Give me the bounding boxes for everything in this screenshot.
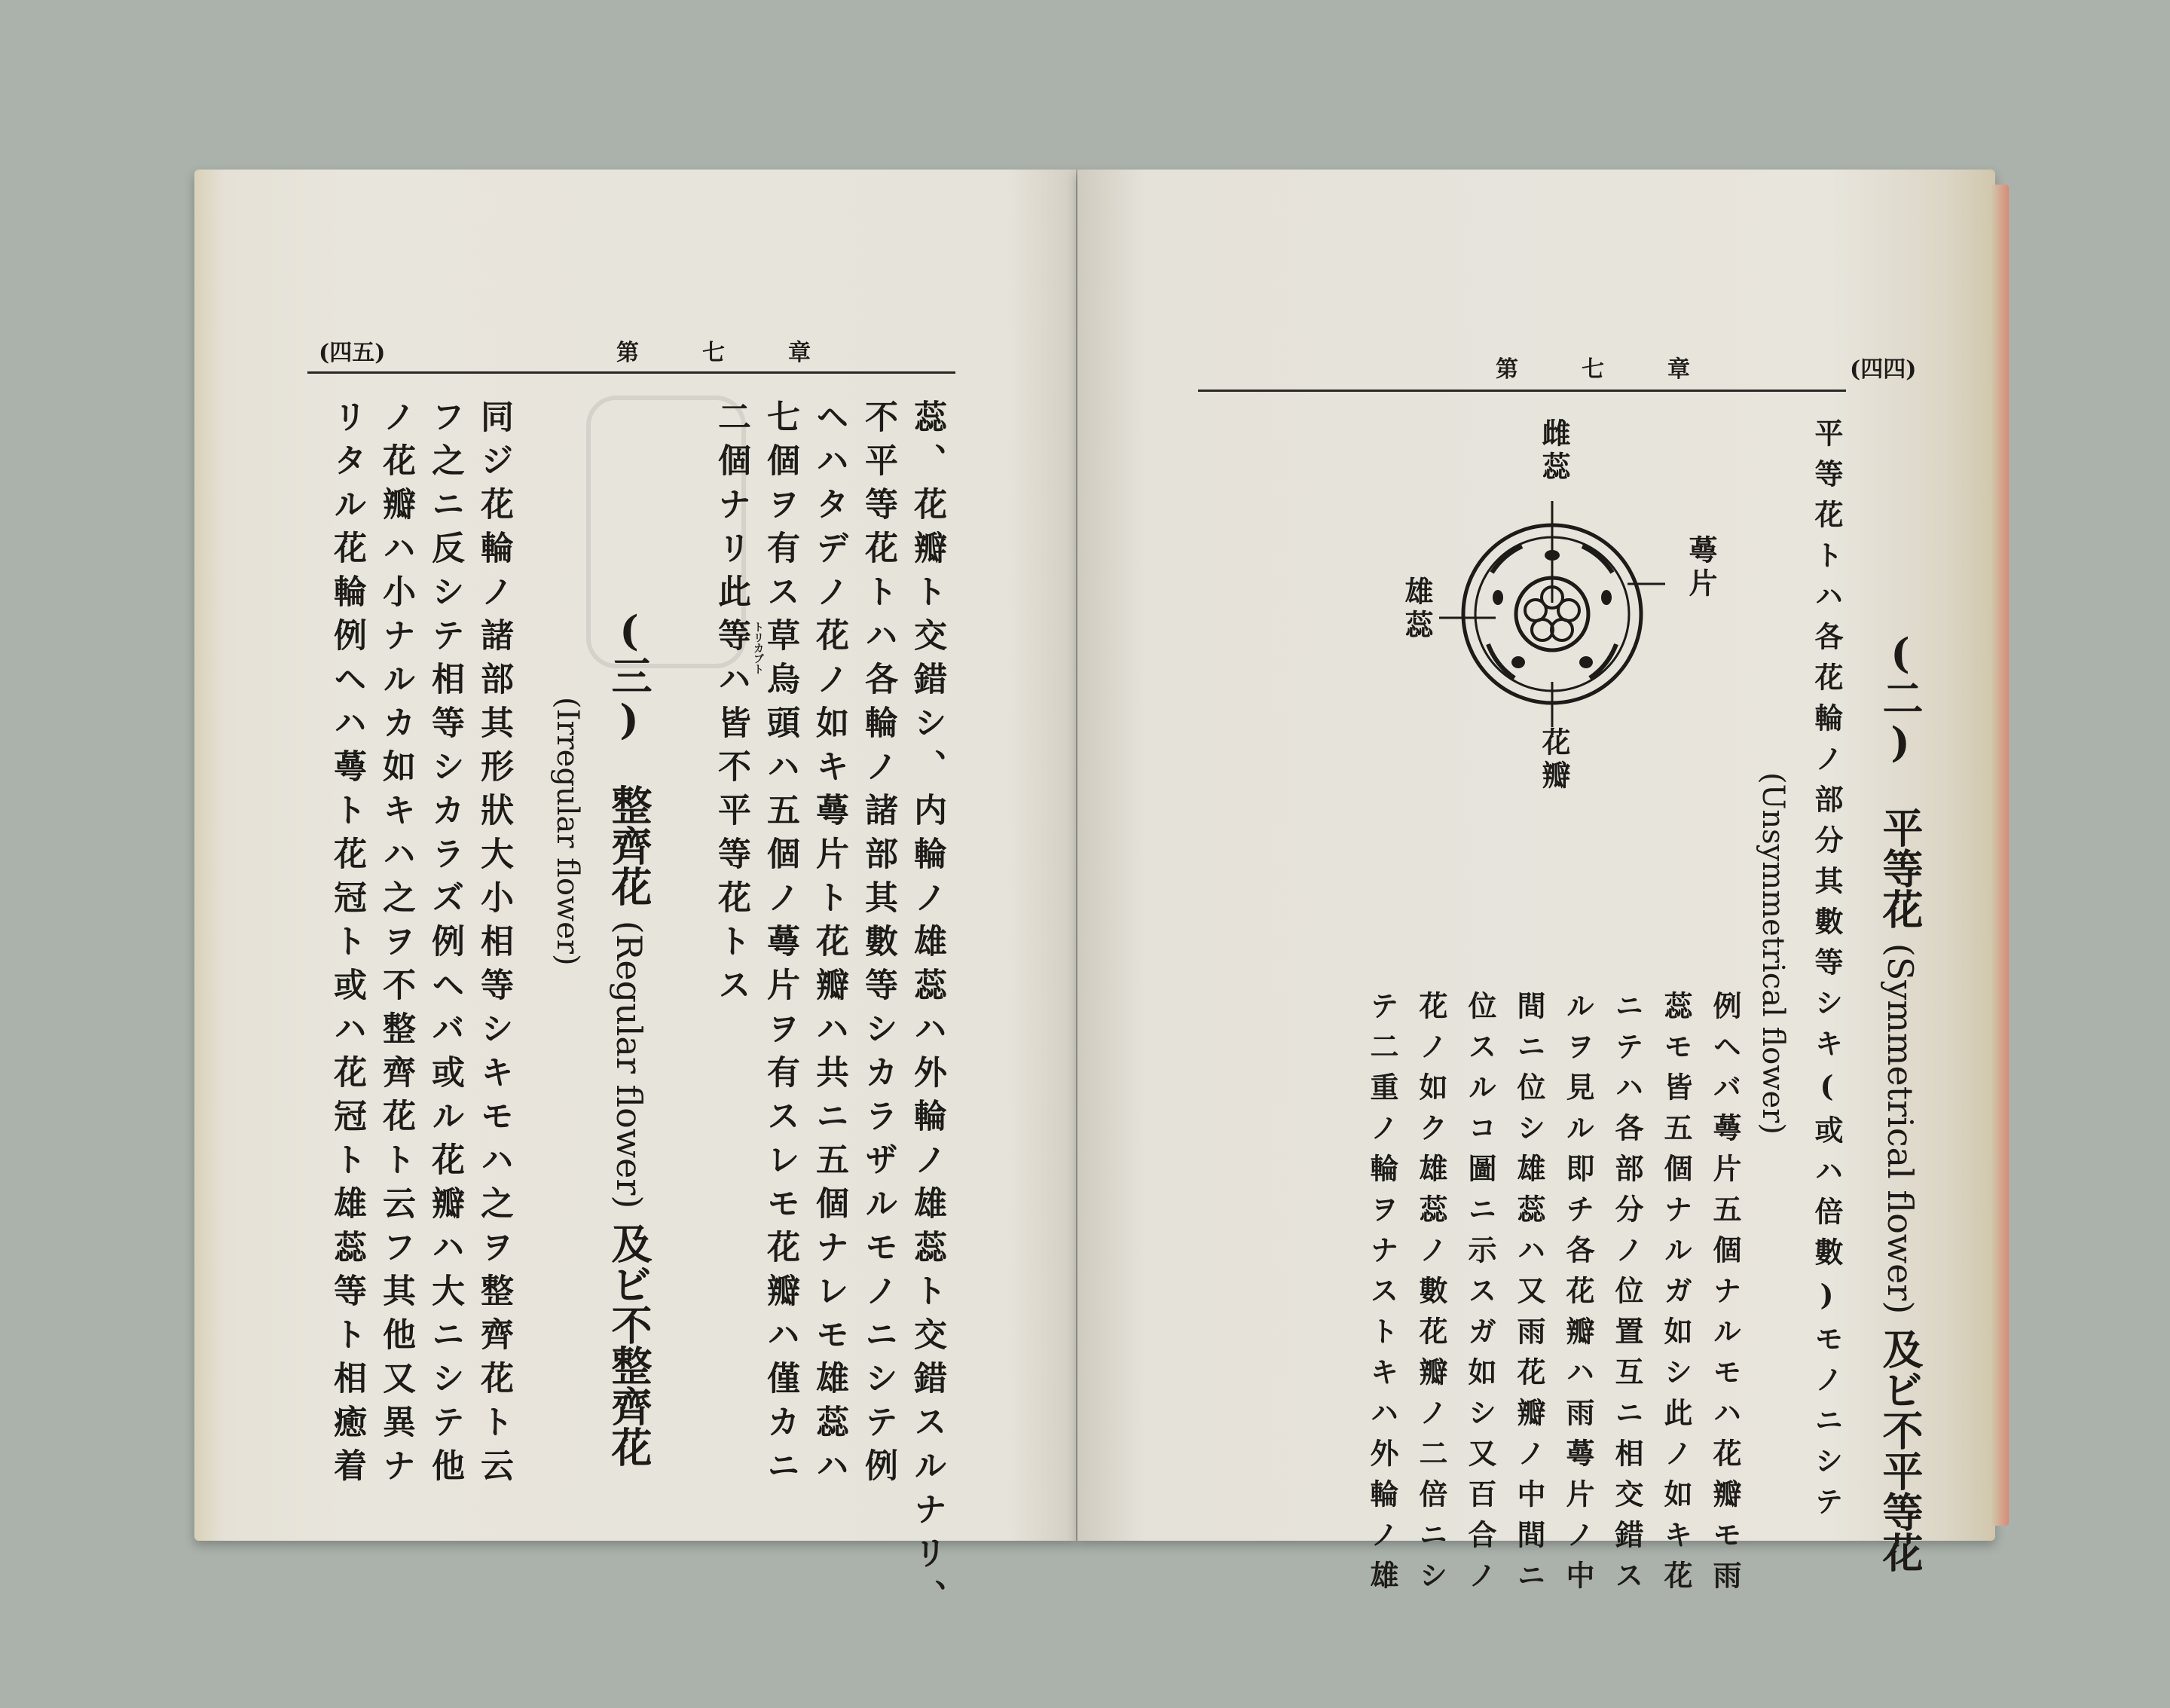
left-section-heading: (三) 整齊花 (Regular flower) 及ビ不整齊花	[605, 607, 653, 1468]
page-edge	[1992, 185, 2009, 1526]
left-body-col-2: フ之ニ反シテ相等シカラズ例ヘバ或ル花瓣ハ大ニシテ他	[426, 399, 464, 1492]
right-body-col-3: ニテハ各部分ノ位置互ニ相交錯ス	[1610, 991, 1644, 1601]
right-body-col-5: 間ニ位シ雄蕊ハ又雨花瓣ノ中間ニ	[1512, 991, 1546, 1601]
left-page-number: (四五)	[319, 340, 386, 366]
right-body-col-2: 蕊モ皆五個ナルガ如シ此ノ如キ花	[1659, 991, 1693, 1601]
right-body-col-1: 例ヘバ蕚片五個ナルモハ花瓣モ雨	[1708, 991, 1742, 1601]
label-petal: 花瓣	[1537, 727, 1571, 793]
left-col-1: 蕊、花瓣ト交錯シ、内輪ノ雄蕊ハ外輪ノ雄蕊ト交錯スルナリ、	[908, 399, 946, 1623]
right-page	[1077, 170, 1995, 1601]
right-chapter-header: 第 七 章	[1496, 356, 1696, 383]
left-body-col-1: 同ジ花輪ノ諸部其形狀大小相等シキモハ之ヲ整齊花ト云	[475, 399, 513, 1492]
left-section-subheading: (Irregular flower)	[550, 697, 585, 966]
label-stamen: 雄蕊	[1400, 576, 1434, 643]
left-col-3: ヘハタデノ花ノ如キ蕚片ト花瓣ハ共ニ五個ナレモ雄蕊ハ	[810, 399, 848, 1492]
left-body-col-3: ノ花瓣ハ小ナルカ如キハ之ヲ不整齊花ト云フ其他又異ナ	[377, 399, 415, 1492]
left-page	[194, 170, 1076, 1623]
right-intro-col: 平等花トハ各花輪ノ部分其數等シキ(或ハ倍數)モノニシテ	[1810, 418, 1844, 1527]
label-pistil: 雌蕊	[1537, 418, 1571, 484]
ruby-torikabuto: トリカブト	[752, 622, 764, 674]
right-section-subheading: (Unsymmetrical flower)	[1756, 772, 1790, 1135]
left-chapter-header: 第 七 章	[616, 340, 817, 366]
open-book	[194, 170, 1995, 1623]
right-header-rule	[1198, 390, 1846, 392]
right-body-col-4: ルヲ見ル即チ各花瓣ハ雨蕚片ノ中	[1561, 991, 1595, 1601]
right-section-heading: (二) 平等花 (Symmetrical flower) 及ビ不平等花	[1876, 629, 1924, 1573]
left-header-rule	[307, 371, 955, 374]
right-body-col-7: 花ノ如ク雄蕊ノ數花瓣ノ二倍ニシ	[1414, 991, 1448, 1601]
left-col-2: 不平等花トハ各輪ノ諸部其數等シカラザルモノニシテ例	[859, 399, 897, 1492]
right-body-col-6: 位スルコ圖ニ示スガ如シ又百合ノ	[1463, 991, 1497, 1601]
right-body-col-8: テ二重ノ輪ヲナストキハ外輪ノ雄	[1365, 991, 1399, 1601]
floral-diagram	[1439, 501, 1665, 727]
label-sepal: 蕚片	[1684, 535, 1718, 601]
left-col-4: 七個ヲ有ス草烏頭ハ五個ノ蕚片ヲ有スレモ花瓣ハ僅カニ	[761, 399, 799, 1492]
left-col-5: 二個ナリ此等ハ皆不平等花トス	[712, 399, 750, 1011]
left-body-col-4: リタル花輪例ヘハ蕚ト花冠ト或ハ花冠ト雄蕊等ト相癒着	[328, 399, 366, 1492]
right-page-number: (四四)	[1850, 356, 1917, 383]
